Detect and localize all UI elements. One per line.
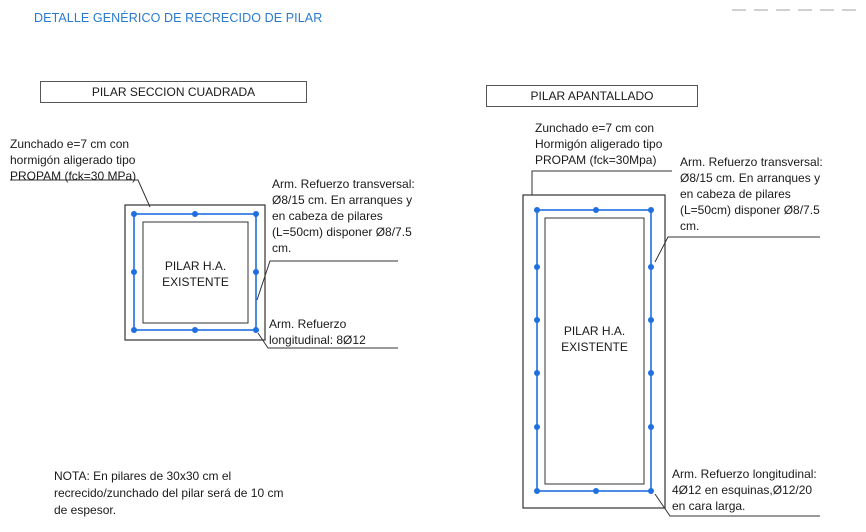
rebar-bar bbox=[534, 317, 540, 323]
rebar-bar bbox=[648, 207, 654, 213]
rebar-bar bbox=[648, 370, 654, 376]
rebar-bar bbox=[253, 327, 259, 333]
left-column-label: PILAR H.A. EXISTENTE bbox=[162, 259, 229, 289]
left-zunchado-note: Zunchado e=7 cm con hormigón aligerado tipo PROPAM (fck=30 MPa) bbox=[10, 137, 137, 183]
rebar-bar bbox=[192, 327, 198, 333]
rebar-bar bbox=[593, 207, 599, 213]
rebar-bar bbox=[648, 424, 654, 430]
rebar-bar bbox=[253, 269, 259, 275]
footnote: NOTA: En pilares de 30x30 cm el recrecido/zunchado del pilar será de 10 cm de espesor. bbox=[54, 469, 284, 517]
rebar-bar bbox=[534, 264, 540, 270]
rebar-bar bbox=[534, 207, 540, 213]
rebar-bar bbox=[534, 370, 540, 376]
left-transversal-note: Arm. Refuerzo transversal: Ø8/15 cm. En arranques y en cabeza de pilares (L=50cm) disponer Ø8/7.5 cm. bbox=[272, 177, 415, 255]
left-longitudinal-note: Arm. Refuerzo longitudinal: 8Ø12 bbox=[269, 317, 366, 347]
rebar-bar bbox=[648, 317, 654, 323]
rebar-bar bbox=[534, 424, 540, 430]
rebar-bar bbox=[253, 211, 259, 217]
right-zunchado-note: Zunchado e=7 cm con Hormigón aligerado tipo PROPAM (fck=30Mpa) bbox=[535, 121, 663, 167]
left-section-heading: PILAR SECCION CUADRADA bbox=[40, 81, 307, 103]
rebar-bar bbox=[131, 211, 137, 217]
rebar-bar bbox=[593, 488, 599, 494]
right-longitudinal-note: Arm. Refuerzo longitudinal: 4Ø12 en esquinas,Ø12/20 en cara larga. bbox=[672, 467, 817, 513]
right-column-label: PILAR H.A. EXISTENTE bbox=[561, 324, 628, 354]
rebar-bar bbox=[648, 488, 654, 494]
right-section-heading: PILAR APANTALLADO bbox=[486, 85, 698, 107]
rebar-bar bbox=[131, 269, 137, 275]
rebar-bar bbox=[534, 488, 540, 494]
page-title: DETALLE GENÉRICO DE RECRECIDO DE PILAR bbox=[34, 11, 323, 25]
rebar-bar bbox=[131, 327, 137, 333]
rebar-bar bbox=[192, 211, 198, 217]
rebar-bar bbox=[648, 264, 654, 270]
right-transversal-note: Arm. Refuerzo transversal: Ø8/15 cm. En arranques y en cabeza de pilares (L=50cm) disponer Ø8/7.5 cm. bbox=[680, 155, 823, 233]
